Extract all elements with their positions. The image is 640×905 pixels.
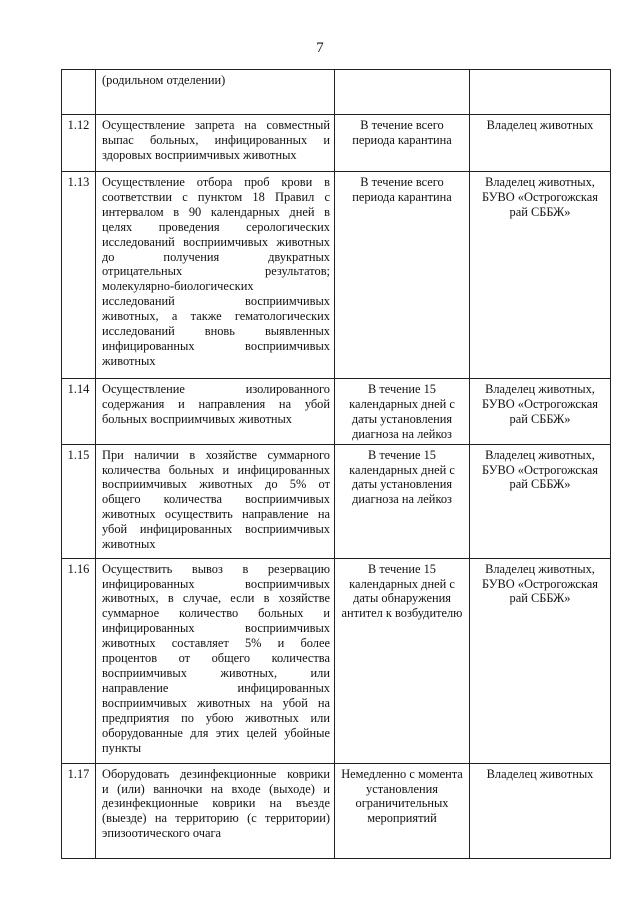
measure-description [96, 444, 335, 558]
measure-description-line: (выезде) на территорию (с территории) [102, 811, 330, 826]
measure-description-line: исследований восприимчивых [102, 294, 330, 309]
measure-deadline: Немедленно с момента установления ограничительных мероприятий [335, 763, 470, 858]
measure-description-line: больных восприимчивых животных [102, 411, 293, 426]
measure-description-line: суммарное количество больных и [102, 606, 330, 621]
measure-description-line: интервалом в 90 календарных дней в [102, 204, 330, 219]
measure-description-line: отрицательных результатов; [102, 264, 330, 279]
measure-description-line: животных, в случае, если в хозяйстве [102, 591, 330, 606]
measure-description-line: восприимчивых животных, или [102, 665, 330, 680]
table-row [62, 444, 611, 558]
table-row [62, 558, 611, 763]
measure-description-line: убой инфицированных восприимчивых [102, 522, 330, 537]
measure-responsible: Владелец животных, БУВО «Острогожская рай СББЖ» [470, 444, 611, 558]
measure-description-line: инфицированных восприимчивых [102, 338, 330, 353]
table-row [62, 70, 611, 115]
measure-description-line: молекулярно-биологических [102, 279, 254, 294]
measure-description [96, 115, 335, 172]
measure-description-line: оборудованные для этих целей убойные [102, 725, 330, 740]
page-number: 7 [316, 40, 324, 56]
measure-deadline: В течение всего периода карантина [335, 172, 470, 379]
table-row [62, 379, 611, 445]
measure-description-line: восприимчивых животных на убой на [102, 695, 330, 710]
measure-responsible [470, 70, 611, 115]
measure-description-line: до получения двукратных [102, 249, 330, 264]
table-row [62, 172, 611, 379]
measure-description-line: соответствии с пунктом 18 Правил с [102, 189, 330, 204]
row-number: 1.14 [62, 379, 96, 445]
measure-description-line: направление инфицированных [102, 680, 330, 695]
measure-description-line: восприимчивых животных до 5% от [102, 477, 330, 492]
measure-deadline: В течение 15 календарных дней с даты обнаружения антител к возбудителю [335, 558, 470, 763]
measure-description-line: инфицированных восприимчивых [102, 576, 330, 591]
measures-table [61, 69, 611, 859]
measure-description-line: Осуществить вывоз в резервацию [102, 561, 330, 576]
measure-description-line: пункты [102, 740, 142, 755]
measure-description-line: животных [102, 353, 156, 368]
measure-description-line: и (или) ванночки на входе (выходе) и [102, 781, 330, 796]
measure-description-line: количества больных и инфицированных [102, 462, 330, 477]
measure-deadline: В течение всего периода карантина [335, 115, 470, 172]
measure-description-line: целях проведения серологических [102, 219, 330, 234]
measure-description-line: выпас больных, инфицированных и [102, 132, 330, 147]
measure-responsible: Владелец животных [470, 115, 611, 172]
measure-description-line: здоровых восприимчивых животных [102, 147, 297, 162]
measure-description [96, 558, 335, 763]
row-number: 1.12 [62, 115, 96, 172]
measure-description-line: При наличии в хозяйстве суммарного [102, 447, 330, 462]
row-number: 1.13 [62, 172, 96, 379]
measure-description-line: инфицированных восприимчивых [102, 621, 330, 636]
measure-description-line: эпизоотического очага [102, 826, 222, 841]
measure-description-line: животных, а также гематологических [102, 309, 330, 324]
table-row [62, 115, 611, 172]
measure-description-line: содержания и направления на убой [102, 396, 330, 411]
measure-description-line: Оборудовать дезинфекционные коврики [102, 766, 330, 781]
measure-description-line: Осуществление запрета на совместный [102, 118, 330, 132]
measure-description-line: предприятия по убою животных или [102, 710, 330, 725]
measure-description-line: животных составляет 5% и более [102, 636, 330, 651]
row-number [62, 70, 96, 115]
measure-description [96, 763, 335, 858]
measure-responsible: Владелец животных, БУВО «Острогожская рай СББЖ» [470, 172, 611, 379]
measure-deadline: В течение 15 календарных дней с даты установления диагноза на лейкоз [335, 379, 470, 445]
measure-description-line: Осуществление отбора проб крови в [102, 175, 330, 189]
measure-description-line: процентов от общего количества [102, 651, 330, 666]
measure-deadline [335, 70, 470, 115]
measure-description-line: Осуществление изолированного [102, 382, 330, 396]
measure-description [96, 172, 335, 379]
measure-description-line: животных осуществить направление на [102, 507, 330, 522]
measure-description-line: общего количества восприимчивых [102, 492, 330, 507]
table-row [62, 763, 611, 858]
measure-description-line: (родильном отделении) [102, 73, 226, 87]
row-number: 1.17 [62, 763, 96, 858]
measure-responsible: Владелец животных [470, 763, 611, 858]
measure-description-line: исследований вновь выявленных [102, 324, 330, 339]
measure-responsible: Владелец животных, БУВО «Острогожская рай СББЖ» [470, 558, 611, 763]
measure-description-line: животных [102, 537, 156, 552]
measure-description [96, 379, 335, 445]
measure-description-line: дезинфекционные коврики на въезде [102, 796, 330, 811]
row-number: 1.15 [62, 444, 96, 558]
measure-deadline: В течение 15 календарных дней с даты установления диагноза на лейкоз [335, 444, 470, 558]
measures-table-body [62, 70, 611, 859]
measure-description [96, 70, 335, 115]
measure-description-line: исследований восприимчивых животных [102, 234, 330, 249]
row-number: 1.16 [62, 558, 96, 763]
measure-responsible: Владелец животных, БУВО «Острогожская рай СББЖ» [470, 379, 611, 445]
